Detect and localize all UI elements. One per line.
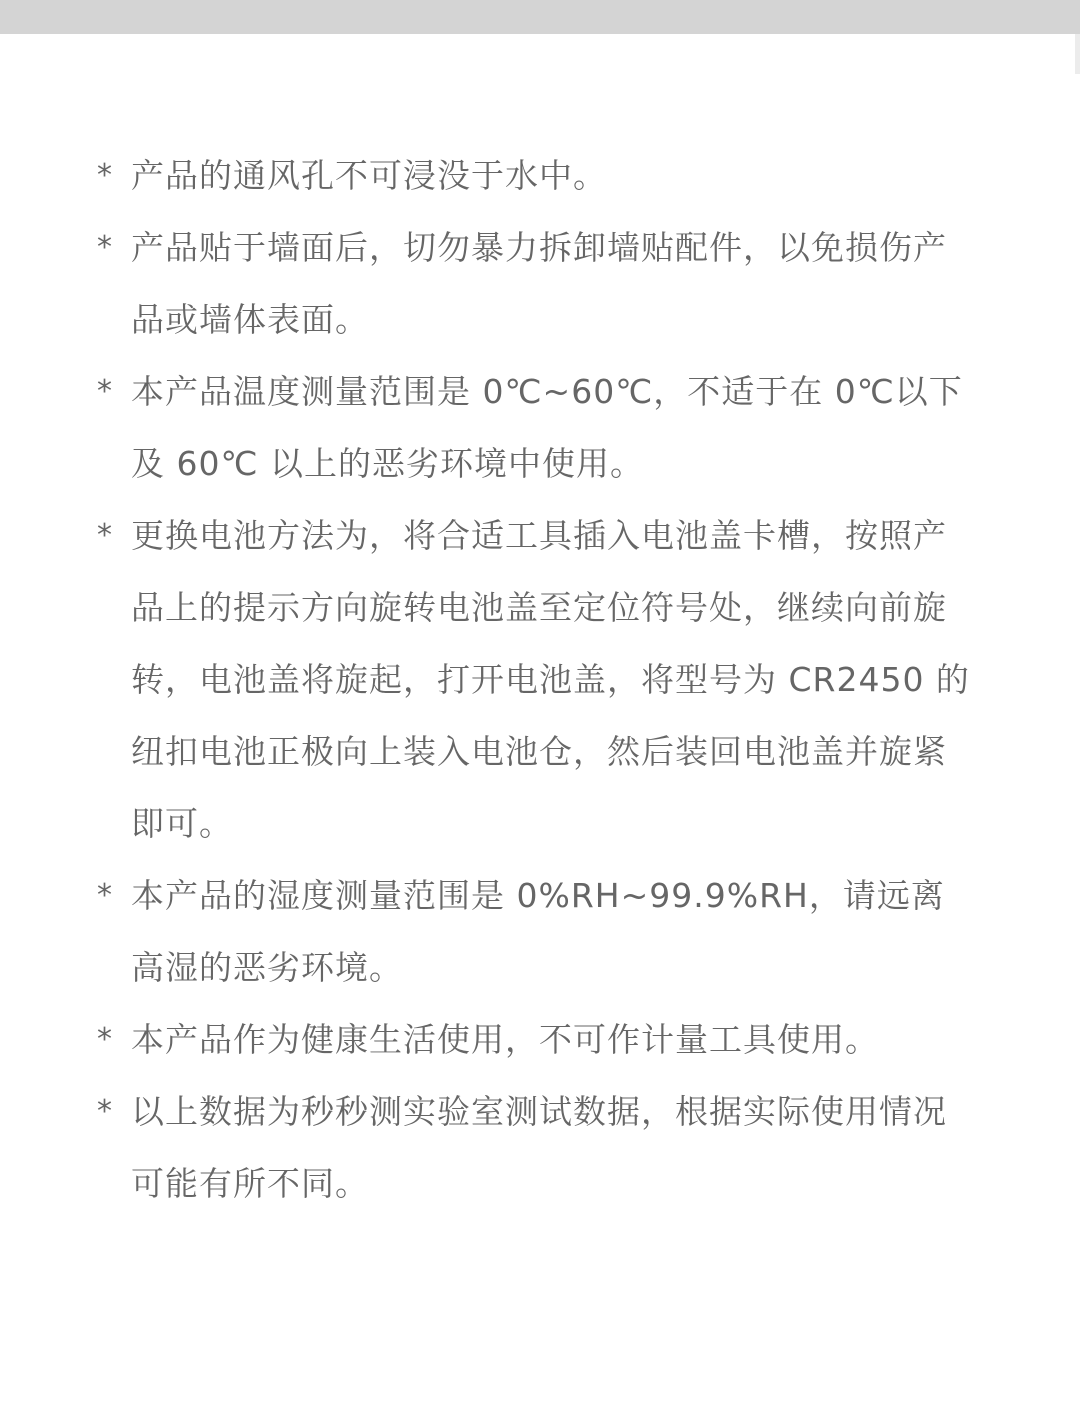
note-text: 以上数据为秒秒测实验室测试数据，根据实际使用情况可能有所不同。 — [131, 1092, 947, 1203]
list-item — [97, 356, 977, 500]
top-status-bar — [0, 0, 1080, 34]
list-item — [97, 212, 977, 356]
note-text: 更换电池方法为，将合适工具插入电池盖卡槽，按照产品上的提示方向旋转电池盖至定位符号处，继续向前旋转，电池盖将旋起，打开电池盖，将型号为 CR2450 的纽扣电池正极向上装入电池仓，然后装回电池盖并旋紧即可。 — [131, 516, 970, 843]
bullet-asterisk-icon: * — [97, 1094, 113, 1129]
list-item — [97, 860, 977, 1004]
scroll-edge — [1075, 34, 1080, 74]
note-text: 本产品温度测量范围是 0℃~60℃，不适于在 0℃以下及 60℃ 以上的恶劣环境中使用。 — [131, 372, 963, 483]
note-text: 本产品的湿度测量范围是 0%RH~99.9%RH，请远离高湿的恶劣环境。 — [131, 876, 945, 987]
bullet-asterisk-icon: * — [97, 878, 113, 913]
note-text: 产品的通风孔不可浸没于水中。 — [131, 156, 607, 195]
note-text: 本产品作为健康生活使用，不可作计量工具使用。 — [131, 1020, 879, 1059]
list-item — [97, 1076, 977, 1220]
list-item — [97, 1004, 977, 1076]
bullet-asterisk-icon: * — [97, 230, 113, 265]
bullet-asterisk-icon: * — [97, 1022, 113, 1057]
bullet-asterisk-icon: * — [97, 374, 113, 409]
note-text: 产品贴于墙面后，切勿暴力拆卸墙贴配件，以免损伤产品或墙体表面。 — [131, 228, 947, 339]
list-item — [97, 500, 977, 860]
list-item — [97, 140, 977, 212]
bullet-asterisk-icon: * — [97, 518, 113, 553]
precautions-list — [97, 140, 977, 1220]
bullet-asterisk-icon: * — [97, 158, 113, 193]
